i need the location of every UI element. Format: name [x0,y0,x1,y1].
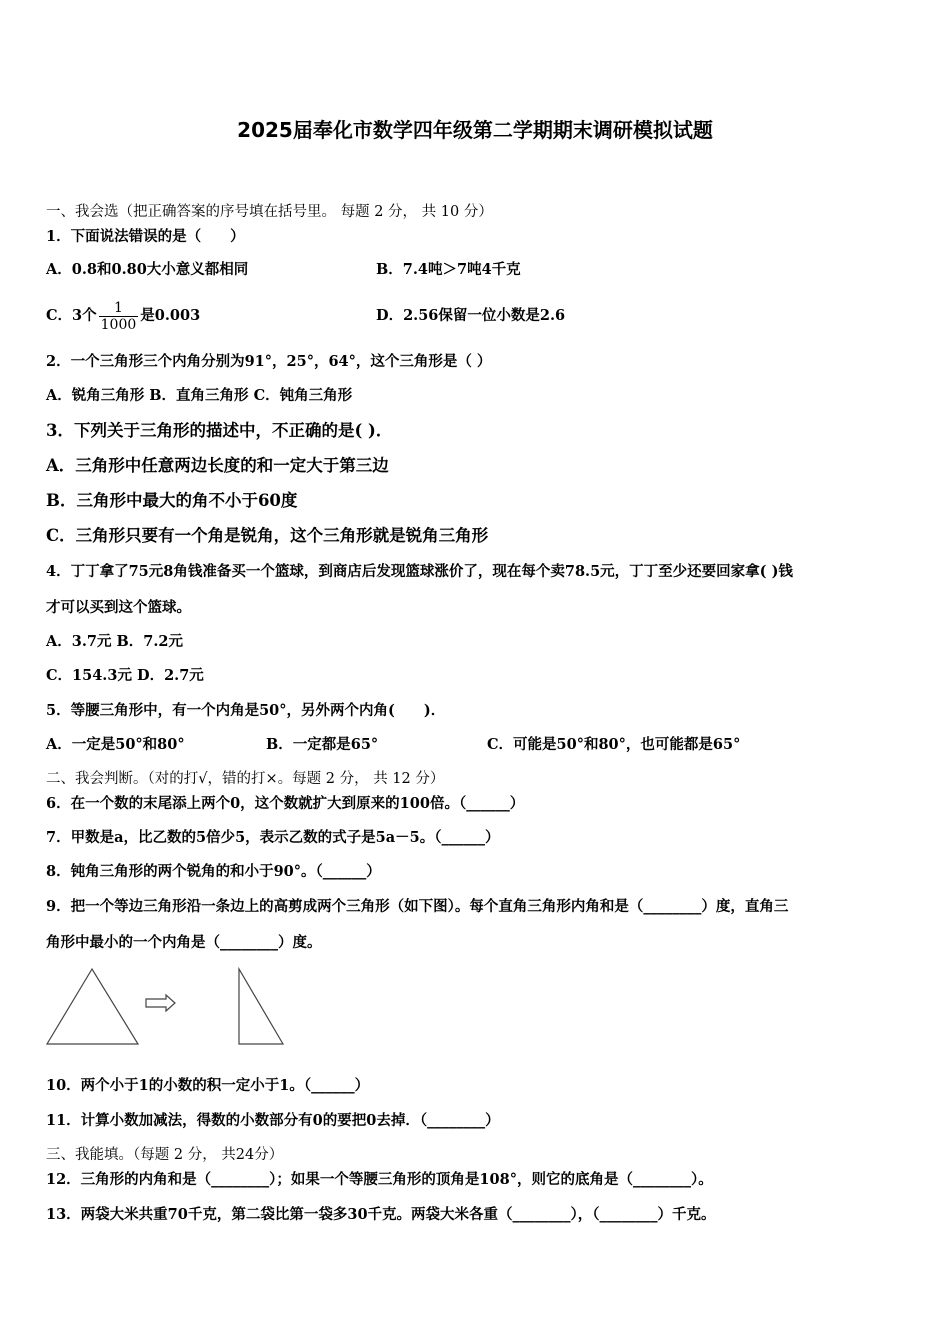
question-3-option-a: A．三角形中任意两边长度的和一定大于第三边 [46,456,389,475]
question-3-option-c: C．三角形只要有一个角是锐角，这个三角形就是锐角三角形 [46,526,489,545]
triangle-cut-diagram [40,962,300,1052]
question-5-option-b: B．一定都是65° [266,736,379,753]
option-c-suffix: 是0.003 [140,307,201,324]
equilateral-triangle [47,969,138,1044]
fraction-numerator: 1 [114,299,123,316]
question-5-stem: 5．等腰三角形中，有一个内角是50°，另外两个内角( )． [46,702,446,719]
question-8: 8．钝角三角形的两个锐角的和小于90°。（______） [46,863,381,880]
option-c-prefix: C．3个 [46,307,97,324]
right-arrow-icon [146,995,175,1011]
question-4-stem-line2: 才可以买到这个篮球。 [46,599,191,616]
fraction [99,300,139,333]
question-2-options: A．锐角三角形 B．直角三角形 C．钝角三角形 [46,387,353,404]
question-5-option-a: A．一定是50°和80° [46,736,185,753]
section-3-header: 三、我能填。（每题 2 分， 共24分） [46,1147,284,1163]
question-5-option-c: C．可能是50°和80°，也可能都是65° [487,736,741,753]
question-7: 7．甲数是a，比乙数的5倍少5，表示乙数的式子是5a－5。（______） [46,829,500,846]
right-triangle [239,969,283,1044]
question-13: 13．两袋大米共重70千克，第二袋比第一袋多30千克。两袋大米各重（________），（________）千克。 [46,1206,716,1223]
page-title: 2025届奉化市数学四年级第二学期期末调研模拟试题 [237,118,713,142]
question-9-line1: 9．把一个等边三角形沿一条边上的高剪成两个三角形（如下图）。每个直角三角形内角和是（________）度，直角三 [46,898,789,915]
question-1-option-a: A．0.8和0.80大小意义都相同 [46,261,249,278]
question-1-option-b: B．7.4吨＞7吨4千克 [376,261,521,278]
question-4-options-cd: C．154.3元 D．2.7元 [46,667,204,684]
question-4-stem-line1: 4．丁丁拿了75元8角钱准备买一个篮球，到商店后发现篮球涨价了，现在每个卖78.5元，丁丁至少还要回家拿( )钱 [46,563,793,580]
question-1-stem: 1．下面说法错误的是（ ） [46,228,245,245]
question-1-option-c [46,290,200,342]
section-1-header: 一、我会选（把正确答案的序号填在括号里。 每题 2 分， 共 10 分） [46,204,493,220]
question-6: 6．在一个数的末尾添上两个0，这个数就扩大到原来的100倍。（______） [46,795,525,812]
fraction-denominator: 1000 [100,316,137,333]
question-3-stem: 3．下列关于三角形的描述中，不正确的是( )． [46,421,393,440]
question-2-stem: 2．一个三角形三个内角分别为91°，25°，64°，这个三角形是（ ） [46,353,492,370]
question-11: 11．计算小数加减法，得数的小数部分有0的要把0去掉．（________） [46,1112,500,1129]
section-2-header: 二、我会判断。（对的打√，错的打×。每题 2 分， 共 12 分） [46,771,445,787]
question-10: 10．两个小于1的小数的积一定小于1。（______） [46,1077,370,1094]
question-4-options-ab: A．3.7元 B．7.2元 [46,633,184,650]
question-9-line2: 角形中最小的一个内角是（________）度。 [46,934,322,951]
question-3-option-b: B．三角形中最大的角不小于60度 [46,491,298,510]
question-1-option-d: D．2.56保留一位小数是2.6 [376,307,566,324]
question-12: 12．三角形的内角和是（________）；如果一个等腰三角形的顶角是108°，则它的底角是（________）。 [46,1171,713,1188]
